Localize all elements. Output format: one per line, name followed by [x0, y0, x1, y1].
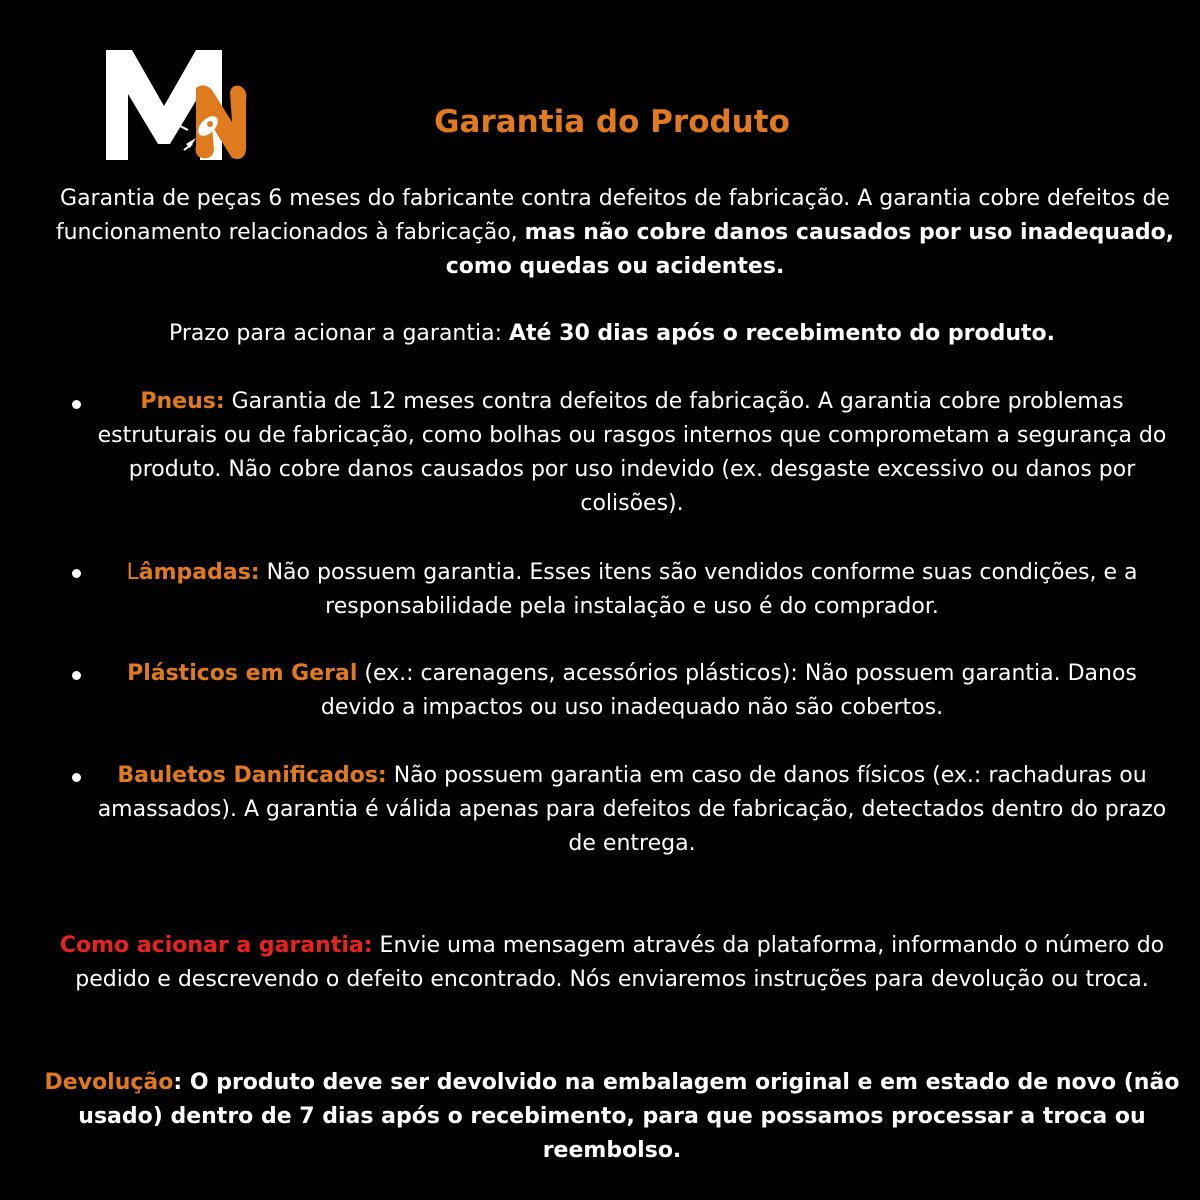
devolucao-paragraph: [44, 1066, 1180, 1168]
prazo-paragraph: [0, 317, 1200, 351]
bullet-dot: [72, 671, 81, 680]
list-item-lampadas: [92, 556, 1172, 624]
list-item-label: Pneus:: [140, 389, 225, 414]
list-item-text: Não possuem garantia em caso de danos físicos (ex.: rachaduras ou amassados). A garantia é válida apenas para defeitos de fabricação, detectados dentro do prazo de entrega.: [97, 763, 1167, 856]
bullet-dot: [72, 569, 81, 578]
page-title: Garantia do Produto: [434, 104, 790, 140]
como-acionar-label: Como acionar a garantia:: [59, 933, 373, 958]
intro-text: Garantia de peças 6 meses do fabricante contra defeitos de fabricação. A garantia cobre defeitos de funcionamento relacionados à fabricação,: [55, 186, 1170, 245]
list-item-pneus: [92, 385, 1172, 521]
devolucao-text: : O produto deve ser devolvido na embalagem original e em estado de novo (não usado) dentro de 7 dias após o recebimento, para que possamos processar a troca ou reembolso.: [78, 1070, 1180, 1163]
list-item-label: Bauletos Danificados:: [117, 763, 387, 788]
devolucao-label: Devolução: [44, 1070, 174, 1095]
list-item-label: âmpadas:: [138, 560, 260, 585]
list-item-bauletos: [92, 759, 1172, 861]
prazo-bold-text: Até 30 dias após o recebimento do produto.: [509, 321, 1055, 346]
list-item-text: Garantia de 12 meses contra defeitos de fabricação. A garantia cobre problemas estruturais ou de fabricação, como bolhas ou rasgos internos que comprometam a segurança do produto. Não cobre danos causados por uso indevido (ex. desgaste excessivo ou danos por colisões).: [97, 389, 1167, 516]
list-item-label: Plásticos em Geral: [127, 661, 358, 686]
list-item-text: Não possuem garantia. Esses itens são vendidos conforme suas condições, e a responsabilidade pela instalação e uso é do comprador.: [259, 560, 1138, 619]
como-acionar-text: Envie uma mensagem através da plataforma, informando o número do pedido e descrevendo o defeito encontrado. Nós enviaremos instruções para devolução ou troca.: [75, 933, 1165, 992]
bullet-dot: [72, 400, 81, 409]
list-item-plasticos: [92, 657, 1172, 725]
bullet-dot: [72, 773, 81, 782]
list-item-text: (ex.: carenagens, acessórios plásticos): Não possuem garantia. Danos devido a impactos ou uso inadequado não são cobertos.: [320, 661, 1137, 720]
prazo-text: Prazo para acionar a garantia:: [169, 321, 510, 346]
intro-bold-text: mas não cobre danos causados por uso inadequado, como quedas ou acidentes.: [445, 220, 1175, 279]
list-item-label-first-letter: L: [126, 560, 139, 585]
intro-paragraph: [52, 182, 1178, 284]
como-acionar-paragraph: [52, 929, 1172, 997]
